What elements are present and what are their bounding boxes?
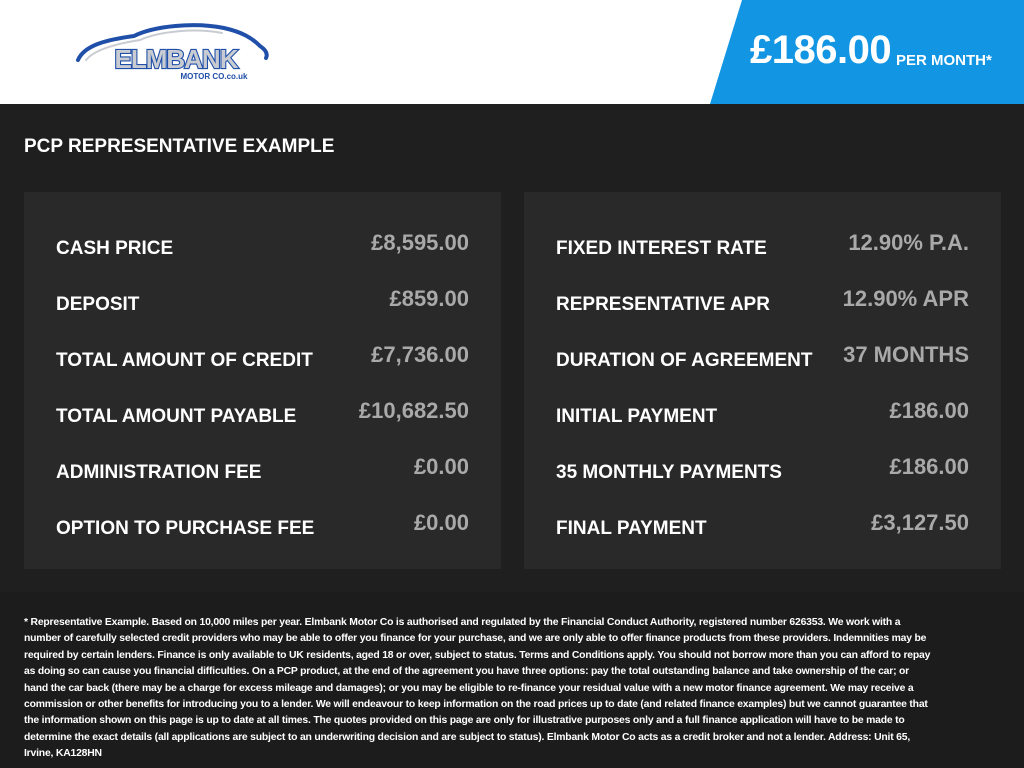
row-value: £8,595.00: [371, 230, 469, 255]
row-value: 12.90% P.A.: [848, 230, 969, 255]
row-value: £3,127.50: [871, 510, 969, 535]
row-label: REPRESENTATIVE APR: [556, 294, 770, 315]
row-value: £0.00: [413, 510, 469, 535]
row-label: DURATION OF AGREEMENT: [556, 350, 813, 371]
row-label: TOTAL AMOUNT OF CREDIT: [56, 350, 313, 371]
disclaimer-text: * Representative Example. Based on 10,000 miles per year. Elmbank Motor Co is authorised and regulated by the Financial Conduct Authority, registered number 626353. We work with a number of carefully selected credit providers who may be able to offer you finance for your purchase, and we are only able to offer finance products from these providers. Indemnities may be required by certain lenders. Finance is only available to UK residents, aged 18 or over, subject to status. Terms and Conditions apply. You should not borrow more than you can afford to repay as doing so can cause you financial difficulties. On a PCP product, at the end of the agreement you have three options: pay the total outstanding balance and take ownership of the car; or hand the car back (there may be a charge for excess mileage and damages); or you may be eligible to re-finance your residual value with a new motor finance agreement. We may receive a commission or other benefits for introducing you to a lender. We will endeavour to keep information on the road prices up to date (and related finance examples) but we cannot guarantee that the information shown on this page is up to date at all times. The quotes provided on this page are only for illustrative purposes only and a full finance application will have to be made to determine the exact details (all applications are subject to an underwriting decision and are subject to status). Elmbank Motor Co acts as a credit broker and not a lender. Address: Unit 65, Irvine, KA128HN: [24, 617, 931, 760]
row-value: £186.00: [889, 454, 969, 479]
monthly-price-suffix: PER MONTH*: [896, 52, 992, 69]
row-label: INITIAL PAYMENT: [556, 406, 718, 427]
row-value: 12.90% APR: [842, 286, 969, 311]
row-label: ADMINISTRATION FEE: [56, 462, 262, 483]
logo-brand-text: ELMBANK: [114, 44, 238, 74]
row-value: £7,736.00: [371, 342, 469, 367]
finance-row: [56, 280, 469, 320]
finance-panel-right: [524, 192, 1001, 569]
row-value: £10,682.50: [358, 398, 469, 423]
finance-row: [556, 224, 969, 264]
finance-row: [556, 336, 969, 376]
finance-row: [556, 504, 969, 544]
elmbank-logo: [74, 20, 274, 86]
section-title: PCP REPRESENTATIVE EXAMPLE: [24, 136, 335, 157]
finance-row: [56, 336, 469, 376]
row-value: £0.00: [413, 454, 469, 479]
row-label: DEPOSIT: [56, 294, 140, 315]
row-value: £859.00: [389, 286, 469, 311]
finance-row: [56, 392, 469, 432]
finance-row: [556, 392, 969, 432]
row-label: FIXED INTEREST RATE: [556, 238, 767, 259]
row-label: TOTAL AMOUNT PAYABLE: [56, 406, 297, 427]
row-label: FINAL PAYMENT: [556, 518, 707, 539]
row-label: 35 MONTHLY PAYMENTS: [556, 462, 782, 483]
row-value: 37 MONTHS: [843, 342, 969, 367]
finance-row: [556, 280, 969, 320]
logo-tagline-text: MOTOR CO.co.uk: [180, 72, 248, 81]
finance-panel-left: [24, 192, 501, 569]
row-label: OPTION TO PURCHASE FEE: [56, 518, 315, 539]
row-label: CASH PRICE: [56, 238, 174, 259]
finance-row: [56, 448, 469, 488]
finance-row: [56, 504, 469, 544]
finance-row: [56, 224, 469, 264]
monthly-price: £186.00: [750, 28, 892, 72]
finance-row: [556, 448, 969, 488]
row-value: £186.00: [889, 398, 969, 423]
